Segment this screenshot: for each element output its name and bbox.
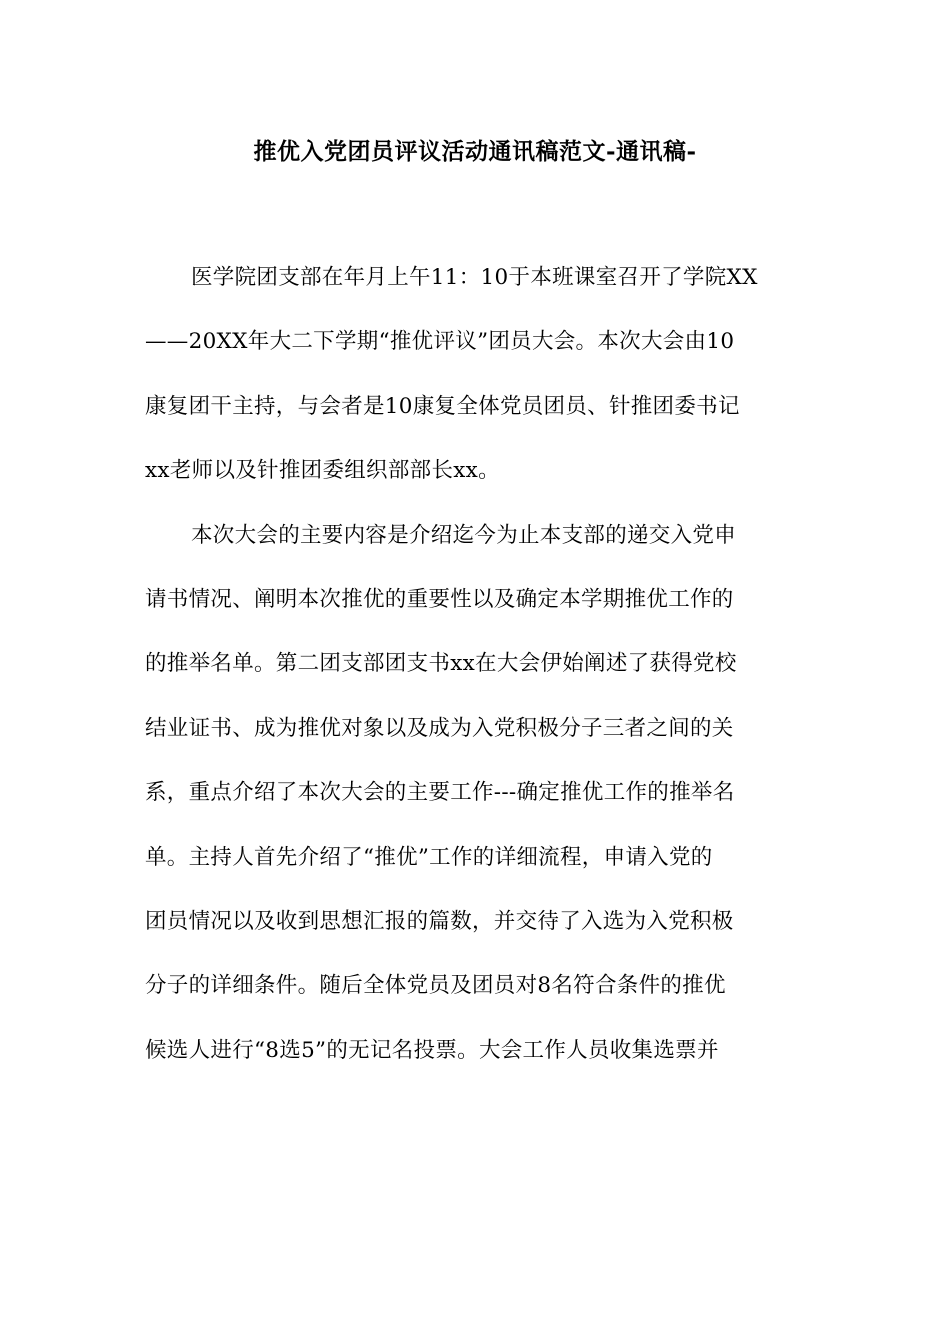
paragraph-line: 候选人进行“8选5”的无记名投票。大会工作人员收集选票并 [145,1037,719,1063]
document-body [145,256,807,1093]
paragraph-line: 康复团干主持，与会者是10康复全体党员团员、针推团委书记 [145,393,740,419]
paragraph-line: 单。主持人首先介绍了“推优”工作的详细流程，申请入党的 [145,844,713,870]
paragraph-line: 请书情况、阐明本次推优的重要性以及确定本学期推优工作的 [145,586,734,612]
paragraph-line: 系，重点介绍了本次大会的主要工作---确定推优工作的推举名 [145,780,735,806]
paragraph-line: xx老师以及针推团委组织部部长xx。 [145,458,500,484]
paragraph-line: 本次大会的主要内容是介绍迄今为止本支部的递交入党申 [191,522,737,548]
paragraph-line: ——20XX年大二下学期“推优评议”团员大会。本次大会由10 [145,329,735,355]
paragraph-line: 分子的详细条件。随后全体党员及团员对8名符合条件的推优 [145,973,726,999]
paragraph-1 [145,256,807,514]
document-title: 推优入党团员评议活动通讯稿范文-通讯稿- [253,138,697,165]
paragraph-line: 的推举名单。第二团支部团支书xx在大会伊始阐述了获得党校 [145,651,737,677]
paragraph-line: 结业证书、成为推优对象以及成为入党积极分子三者之间的关 [145,715,734,741]
paragraph-2 [145,514,807,1094]
paragraph-line: 团员情况以及收到思想汇报的篇数，并交待了入选为入党积极 [145,908,734,934]
paragraph-line: 医学院团支部在年月上午11：10于本班课室召开了学院XX [191,265,758,290]
